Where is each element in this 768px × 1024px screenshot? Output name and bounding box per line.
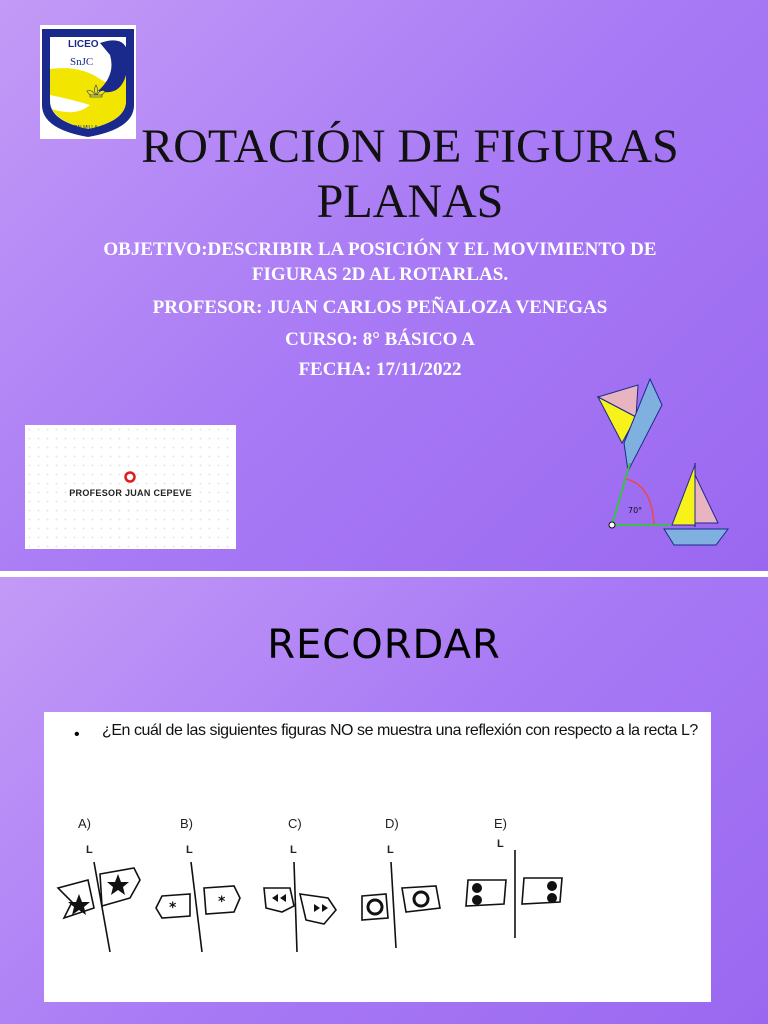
teacher-banner: [25, 425, 236, 549]
svg-text:PALMILLA: PALMILLA: [74, 125, 98, 131]
option-e-label: E): [494, 816, 507, 831]
svg-text:*: *: [169, 900, 177, 916]
svg-text:*: *: [218, 894, 226, 910]
slide-recordar: [0, 577, 768, 1024]
rotated-sailboat-icon: [598, 379, 662, 525]
line-label-d: L: [387, 844, 394, 856]
question-panel: [44, 712, 711, 1002]
bullet: •: [74, 726, 80, 743]
svg-text:SnJC: SnJC: [70, 56, 94, 68]
rotation-center-icon: [609, 522, 615, 528]
option-a-line: [94, 862, 110, 952]
objective-line-1: OBJETIVO:DESCRIBIR LA POSICIÓN Y EL MOVIMIENTO DE: [103, 239, 657, 260]
option-b-label: B): [180, 816, 193, 831]
question-text: ¿En cuál de las siguientes figuras NO se muestra una reflexión con respecto a la recta L?: [102, 722, 698, 739]
course-text: CURSO: 8° BÁSICO A: [285, 329, 475, 350]
option-d-label: D): [385, 816, 399, 831]
recordar-heading: RECORDAR: [267, 622, 501, 668]
angle-label: 70°: [628, 506, 643, 515]
objective-line-2: FIGURAS 2D AL ROTARLAS.: [251, 264, 509, 285]
option-c-label: C): [288, 816, 302, 831]
svg-text:LICEO: LICEO: [68, 39, 99, 50]
line-label-a: L: [86, 844, 93, 856]
title-line-2: PLANAS: [316, 175, 504, 228]
date-text: FECHA: 17/11/2022: [298, 359, 462, 380]
line-label-c: L: [290, 844, 297, 856]
banner-text: PROFESOR JUAN CEPEVE: [69, 488, 192, 498]
original-sailboat-icon: [664, 463, 728, 545]
ring-logo-icon: [124, 471, 136, 483]
rotation-arc: [626, 479, 654, 525]
teacher-text: PROFESOR: JUAN CARLOS PEÑALOZA VENEGAS: [152, 297, 608, 318]
line-label-b: L: [186, 844, 193, 856]
reflection-figures: [44, 712, 711, 1002]
rotation-sailboat-illustration: [590, 375, 735, 555]
title-line-1: ROTACIÓN DE FIGURAS: [141, 120, 679, 173]
option-a-label: A): [78, 816, 91, 831]
line-label-e: L: [497, 838, 504, 850]
